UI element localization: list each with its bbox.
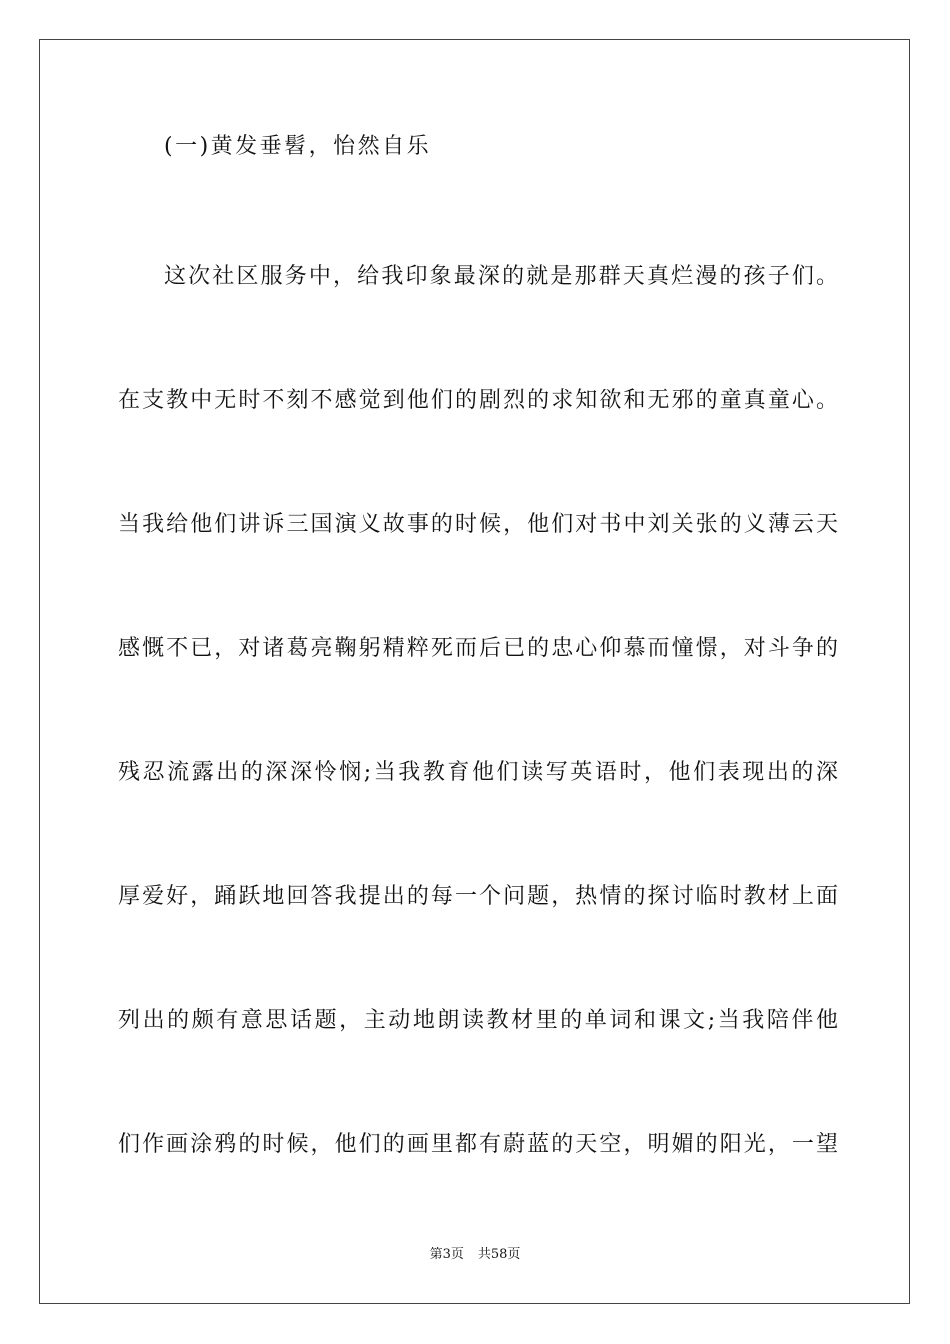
current-page-label: 第3页 [429, 1247, 464, 1262]
paragraph-line: 感慨不已，对诸葛亮鞠躬精粹死而后已的忠心仰慕而憧憬，对斗争的 [118, 636, 838, 661]
paragraph-line: 当我给他们讲诉三国演义故事的时候，他们对书中刘关张的义薄云天 [118, 512, 838, 537]
page-footer [0, 1246, 950, 1264]
paragraph-line: 残忍流露出的深深怜悯;当我教育他们读写英语时，他们表现出的深 [118, 760, 838, 785]
paragraph-line: 在支教中无时不刻不感觉到他们的剧烈的求知欲和无邪的童真童心。 [118, 388, 838, 413]
section-heading: (一)黄发垂髫，怡然自乐 [164, 134, 432, 159]
paragraph-line: 列出的颇有意思话题，主动地朗读教材里的单词和课文;当我陪伴他 [118, 1008, 838, 1033]
total-pages-label: 共58页 [477, 1247, 521, 1262]
paragraph-line: 们作画涂鸦的时候，他们的画里都有蔚蓝的天空，明媚的阳光，一望 [118, 1132, 838, 1157]
page-border [39, 39, 910, 1304]
paragraph-line: 这次社区服务中，给我印象最深的就是那群天真烂漫的孩子们。 [164, 264, 838, 289]
paragraph-line: 厚爱好，踊跃地回答我提出的每一个问题，热情的探讨临时教材上面 [118, 884, 838, 909]
